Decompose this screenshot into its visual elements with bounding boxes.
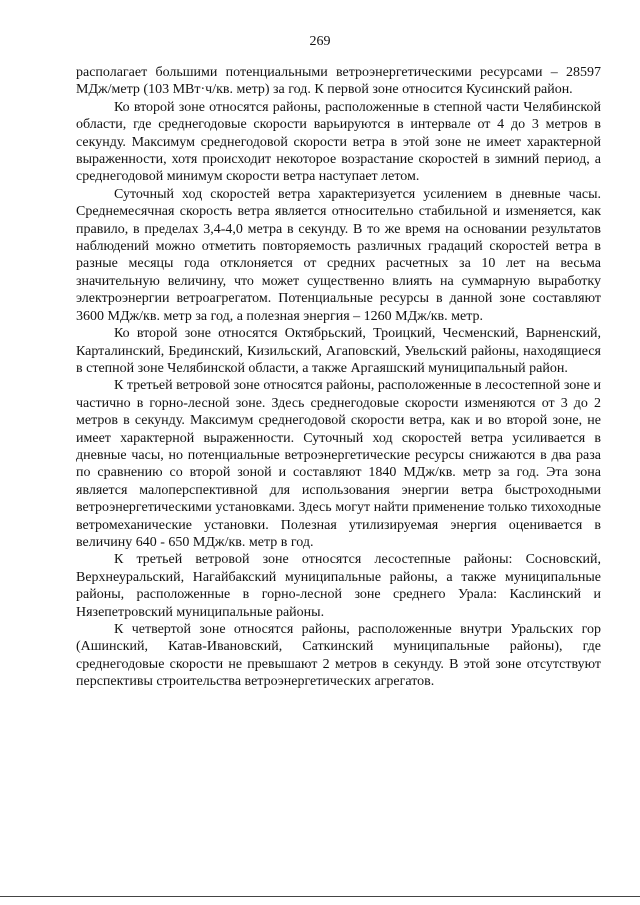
paragraph-daily-wind: Суточный ход скоростей ветра характеризуется усилением в дневные часы. Среднемесячная скорость ветра является относительно стабильной и изменяется, как правило, в пределах 3,4-4,0 метра в секунду. В то же время на основании результатов наблюдений можно отметить повторяемость различных градаций скоростей ветра в разные месяцы года отклоняется от средних расчетных за 10 лет на весьма значительную величину, что может существенно влиять на суммарную выработку электроэнергии ветроагрегатом. Потенциальные ресурсы в данной зоне составляют 3600 МДж/кв. метр за год, а полезная энергия – 1260 МДж/кв. метр. xyxy=(76,186,601,324)
paragraph-fourth-zone: К четвертой зоне относятся районы, расположенные внутри Уральских гор (Ашинский, Катав-Ивановский, Саткинский муниципальные районы), где среднегодовые скорости не превышают 2 метров в секунду. В этой зоне отсутствуют перспективы строительства ветроэнергетических агрегатов. xyxy=(76,622,601,690)
paragraph-second-zone: Ко второй зоне относятся районы, расположенные в степной части Челябинской области, где среднегодовые скорости варьируются в интервале от 4 до 3 метров в секунду. Максимум среднегодовой скорости ветра в этой зоне не имеет характерной выраженности, хотя происходит некоторое возрастание скоростей в зимний период, а среднегодовой минимум скорости ветра наступает летом. xyxy=(76,99,601,185)
page-number: 269 xyxy=(309,34,331,49)
body-text xyxy=(76,64,601,691)
bottom-divider xyxy=(0,896,640,897)
paragraph-continuation: располагает большими потенциальными ветроэнергетическими ресурсами – 28597 МДж/метр (103 МВт·ч/кв. метр) за год. К первой зоне относится Кусинский район. xyxy=(76,65,601,98)
paragraph-third-zone: К третьей ветровой зоне относятся районы, расположенные в лесостепной зоне и частично в горно-лесной зоне. Здесь среднегодовые скорости изменяются от 3 до 2 метров в секунду. Максимум среднегодовой скорости ветра, как и во второй зоне, не имеет характерной выраженности. Суточный ход скоростей ветра усиливается в дневные часы, но потенциальные ветроэнергетические ресурсы снижаются в два раза по сравнению со второй зоной и составляют 1840 МДж/кв. метр за год. Эта зона является малоперспективной для использования энергии ветра быстроходными ветроэнергетическими установками. Здесь могут найти применение только тихоходные ветромеханические установки. Полезная утилизируемая энергия оценивается в величину 640 - 650 МДж/кв. метр в год. xyxy=(76,378,601,550)
paragraph-third-zone-districts: К третьей ветровой зоне относятся лесостепные районы: Сосновский, Верхнеуральский, Нагайбакский муниципальные районы, а также муниципальные районы, расположенные в горно-лесной зоне среднего Урала: Каслинский и Нязепетровский муниципальные районы. xyxy=(76,552,601,620)
paragraph-second-zone-districts: Ко второй зоне относятся Октябрьский, Троицкий, Чесменский, Варненский, Карталинский, Брединский, Кизильский, Агаповский, Увельский районы, находящиеся в степной зоне Челябинской области, а также Аргаяшский муниципальный район. xyxy=(76,326,601,376)
